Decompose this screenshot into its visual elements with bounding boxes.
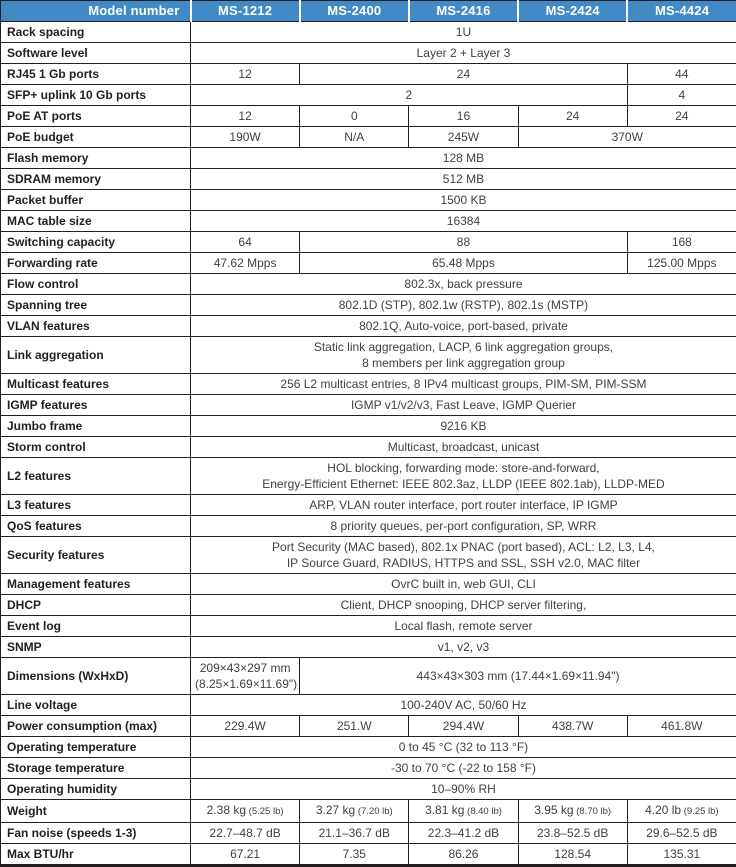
header-model-ms-2424: MS-2424 <box>518 1 627 22</box>
row-label: Fan noise (speeds 1-3) <box>1 823 191 844</box>
row-label: IGMP features <box>1 395 191 416</box>
table-row <box>1 823 736 844</box>
table-row <box>1 595 736 616</box>
spec-cell: N/A <box>300 127 409 148</box>
spec-cell: 7.35 <box>300 844 409 866</box>
row-label: Power consumption (max) <box>1 716 191 737</box>
row-label: VLAN features <box>1 316 191 337</box>
row-label: Max BTU/hr <box>1 844 191 866</box>
spec-cell: Client, DHCP snooping, DHCP server filtering, <box>191 595 736 616</box>
table-row <box>1 716 736 737</box>
spec-cell: 209×43×297 mm (8.25×1.69×11.69") <box>191 658 300 695</box>
spec-cell: 12 <box>191 64 300 85</box>
table-row <box>1 395 736 416</box>
table-row <box>1 106 736 127</box>
table-row <box>1 416 736 437</box>
table-row <box>1 437 736 458</box>
row-label: Storm control <box>1 437 191 458</box>
row-label: Flow control <box>1 274 191 295</box>
header-model-ms-2416: MS-2416 <box>409 1 518 22</box>
table-row <box>1 211 736 232</box>
spec-cell: 22.7–48.7 dB <box>191 823 300 844</box>
spec-cell: 0 <box>300 106 409 127</box>
spec-cell: 294.4W <box>409 716 518 737</box>
spec-cell: 16 <box>409 106 518 127</box>
spec-cell: 512 MB <box>191 169 736 190</box>
spec-cell: 135.31 <box>627 844 736 866</box>
spec-cell: Port Security (MAC based), 802.1x PNAC (port based), ACL: L2, L3, L4, IP Source Guard, RADIUS, HTTPS and SSL, SSH v2.0, MAC filter <box>191 537 736 574</box>
spec-cell: 438.7W <box>518 716 627 737</box>
spec-cell-note: (5.25 lb) <box>246 806 284 817</box>
row-label: Spanning tree <box>1 295 191 316</box>
row-label: SDRAM memory <box>1 169 191 190</box>
spec-cell: 12 <box>191 106 300 127</box>
spec-cell: 88 <box>300 232 628 253</box>
spec-cell: 245W <box>409 127 518 148</box>
spec-cell: 802.1Q, Auto-voice, port-based, private <box>191 316 736 337</box>
spec-cell: 86.26 <box>409 844 518 866</box>
spec-cell: 370W <box>518 127 736 148</box>
spec-cell: 47.62 Mpps <box>191 253 300 274</box>
row-label: Packet buffer <box>1 190 191 211</box>
spec-cell: 256 L2 multicast entries, 8 IPv4 multicast groups, PIM-SM, PIM-SSM <box>191 374 736 395</box>
table-row <box>1 458 736 495</box>
spec-cell: 125.00 Mpps <box>627 253 736 274</box>
spec-cell: 802.3x, back pressure <box>191 274 736 295</box>
table-row <box>1 537 736 574</box>
spec-cell-note: (7.20 lb) <box>355 806 393 817</box>
spec-cell: 4 <box>627 85 736 106</box>
spec-cell: 443×43×303 mm (17.44×1.69×11.94") <box>300 658 736 695</box>
spec-table-body <box>1 22 736 866</box>
spec-cell: IGMP v1/v2/v3, Fast Leave, IGMP Querier <box>191 395 736 416</box>
row-label: Software level <box>1 43 191 64</box>
header-row <box>1 1 736 22</box>
header-model-ms-1212: MS-1212 <box>191 1 300 22</box>
spec-cell-note: (9.25 lb) <box>681 806 719 817</box>
spec-cell: Static link aggregation, LACP, 6 link aggregation groups, 8 members per link aggregation group <box>191 337 736 374</box>
table-row <box>1 758 736 779</box>
spec-cell: ARP, VLAN router interface, port router interface, IP IGMP <box>191 495 736 516</box>
row-label: SFP+ uplink 10 Gb ports <box>1 85 191 106</box>
spec-cell: 190W <box>191 127 300 148</box>
row-label: Security features <box>1 537 191 574</box>
row-label: Operating temperature <box>1 737 191 758</box>
spec-cell: 64 <box>191 232 300 253</box>
spec-cell: Local flash, remote server <box>191 616 736 637</box>
table-row <box>1 316 736 337</box>
table-row <box>1 232 736 253</box>
header-model-ms-2400: MS-2400 <box>300 1 409 22</box>
row-label: L3 features <box>1 495 191 516</box>
spec-cell-note: (8.40 lb) <box>464 806 502 817</box>
table-row <box>1 737 736 758</box>
table-row <box>1 374 736 395</box>
row-label: Flash memory <box>1 148 191 169</box>
spec-cell-note: (8.70 lb) <box>574 806 612 817</box>
spec-cell: 168 <box>627 232 736 253</box>
spec-cell: 4.20 lb (9.25 lb) <box>627 800 736 823</box>
spec-cell: 8 priority queues, per-port configuration, SP, WRR <box>191 516 736 537</box>
row-label: Multicast features <box>1 374 191 395</box>
spec-cell: 2.38 kg (5.25 lb) <box>191 800 300 823</box>
spec-cell: 3.27 kg (7.20 lb) <box>300 800 409 823</box>
spec-cell: 29.6–52.5 dB <box>627 823 736 844</box>
row-label: Event log <box>1 616 191 637</box>
row-label: Jumbo frame <box>1 416 191 437</box>
row-label: Storage temperature <box>1 758 191 779</box>
table-row <box>1 695 736 716</box>
table-row <box>1 516 736 537</box>
spec-cell: 2 <box>191 85 628 106</box>
row-label: DHCP <box>1 595 191 616</box>
header-model-number-label: Model number <box>1 1 191 22</box>
table-row <box>1 779 736 800</box>
spec-cell: 251.W <box>300 716 409 737</box>
spec-cell: v1, v2, v3 <box>191 637 736 658</box>
spec-cell: 9216 KB <box>191 416 736 437</box>
table-row <box>1 616 736 637</box>
spec-cell: OvrC built in, web GUI, CLI <box>191 574 736 595</box>
row-label: RJ45 1 Gb ports <box>1 64 191 85</box>
spec-cell: 1500 KB <box>191 190 736 211</box>
table-row <box>1 495 736 516</box>
table-row <box>1 22 736 43</box>
table-row <box>1 658 736 695</box>
table-row <box>1 190 736 211</box>
table-row <box>1 43 736 64</box>
table-row <box>1 169 736 190</box>
table-row <box>1 844 736 866</box>
spec-cell: 21.1–36.7 dB <box>300 823 409 844</box>
spec-cell: 802.1D (STP), 802.1w (RSTP), 802.1s (MSTP) <box>191 295 736 316</box>
spec-cell: HOL blocking, forwarding mode: store-and-forward, Energy-Efficient Ethernet: IEEE 802.3az, LLDP (IEEE 802.1ab), LLDP-MED <box>191 458 736 495</box>
spec-cell: 67.21 <box>191 844 300 866</box>
row-label: Rack spacing <box>1 22 191 43</box>
spec-cell: 1U <box>191 22 736 43</box>
table-row <box>1 574 736 595</box>
spec-cell: Layer 2 + Layer 3 <box>191 43 736 64</box>
table-row <box>1 337 736 374</box>
spec-cell: Multicast, broadcast, unicast <box>191 437 736 458</box>
row-label: Switching capacity <box>1 232 191 253</box>
spec-cell: 23.8–52.5 dB <box>518 823 627 844</box>
row-label: Weight <box>1 800 191 823</box>
spec-cell: 65.48 Mpps <box>300 253 628 274</box>
table-row <box>1 295 736 316</box>
row-label: PoE budget <box>1 127 191 148</box>
spec-cell: 10–90% RH <box>191 779 736 800</box>
row-label: Line voltage <box>1 695 191 716</box>
header-model-ms-4424: MS-4424 <box>627 1 736 22</box>
spec-cell: 22.3–41.2 dB <box>409 823 518 844</box>
table-row <box>1 127 736 148</box>
spec-cell: 24 <box>627 106 736 127</box>
row-label: QoS features <box>1 516 191 537</box>
spec-cell: 100-240V AC, 50/60 Hz <box>191 695 736 716</box>
spec-cell: 128 MB <box>191 148 736 169</box>
spec-cell: 16384 <box>191 211 736 232</box>
row-label: MAC table size <box>1 211 191 232</box>
row-label: Link aggregation <box>1 337 191 374</box>
spec-cell: 229.4W <box>191 716 300 737</box>
spec-cell: 24 <box>518 106 627 127</box>
table-row <box>1 148 736 169</box>
row-label: Dimensions (WxHxD) <box>1 658 191 695</box>
table-row <box>1 274 736 295</box>
table-row <box>1 253 736 274</box>
spec-cell: 3.81 kg (8.40 lb) <box>409 800 518 823</box>
table-row <box>1 800 736 823</box>
row-label: Operating humidity <box>1 779 191 800</box>
spec-cell: 0 to 45 °C (32 to 113 °F) <box>191 737 736 758</box>
spec-cell: -30 to 70 °C (-22 to 158 °F) <box>191 758 736 779</box>
table-row <box>1 64 736 85</box>
table-row <box>1 637 736 658</box>
spec-cell: 3.95 kg (8.70 lb) <box>518 800 627 823</box>
row-label: Forwarding rate <box>1 253 191 274</box>
row-label: Management features <box>1 574 191 595</box>
table-row <box>1 85 736 106</box>
spec-cell: 24 <box>300 64 628 85</box>
row-label: PoE AT ports <box>1 106 191 127</box>
spec-cell: 128.54 <box>518 844 627 866</box>
spec-cell: 461.8W <box>627 716 736 737</box>
row-label: L2 features <box>1 458 191 495</box>
row-label: SNMP <box>1 637 191 658</box>
spec-cell: 44 <box>627 64 736 85</box>
